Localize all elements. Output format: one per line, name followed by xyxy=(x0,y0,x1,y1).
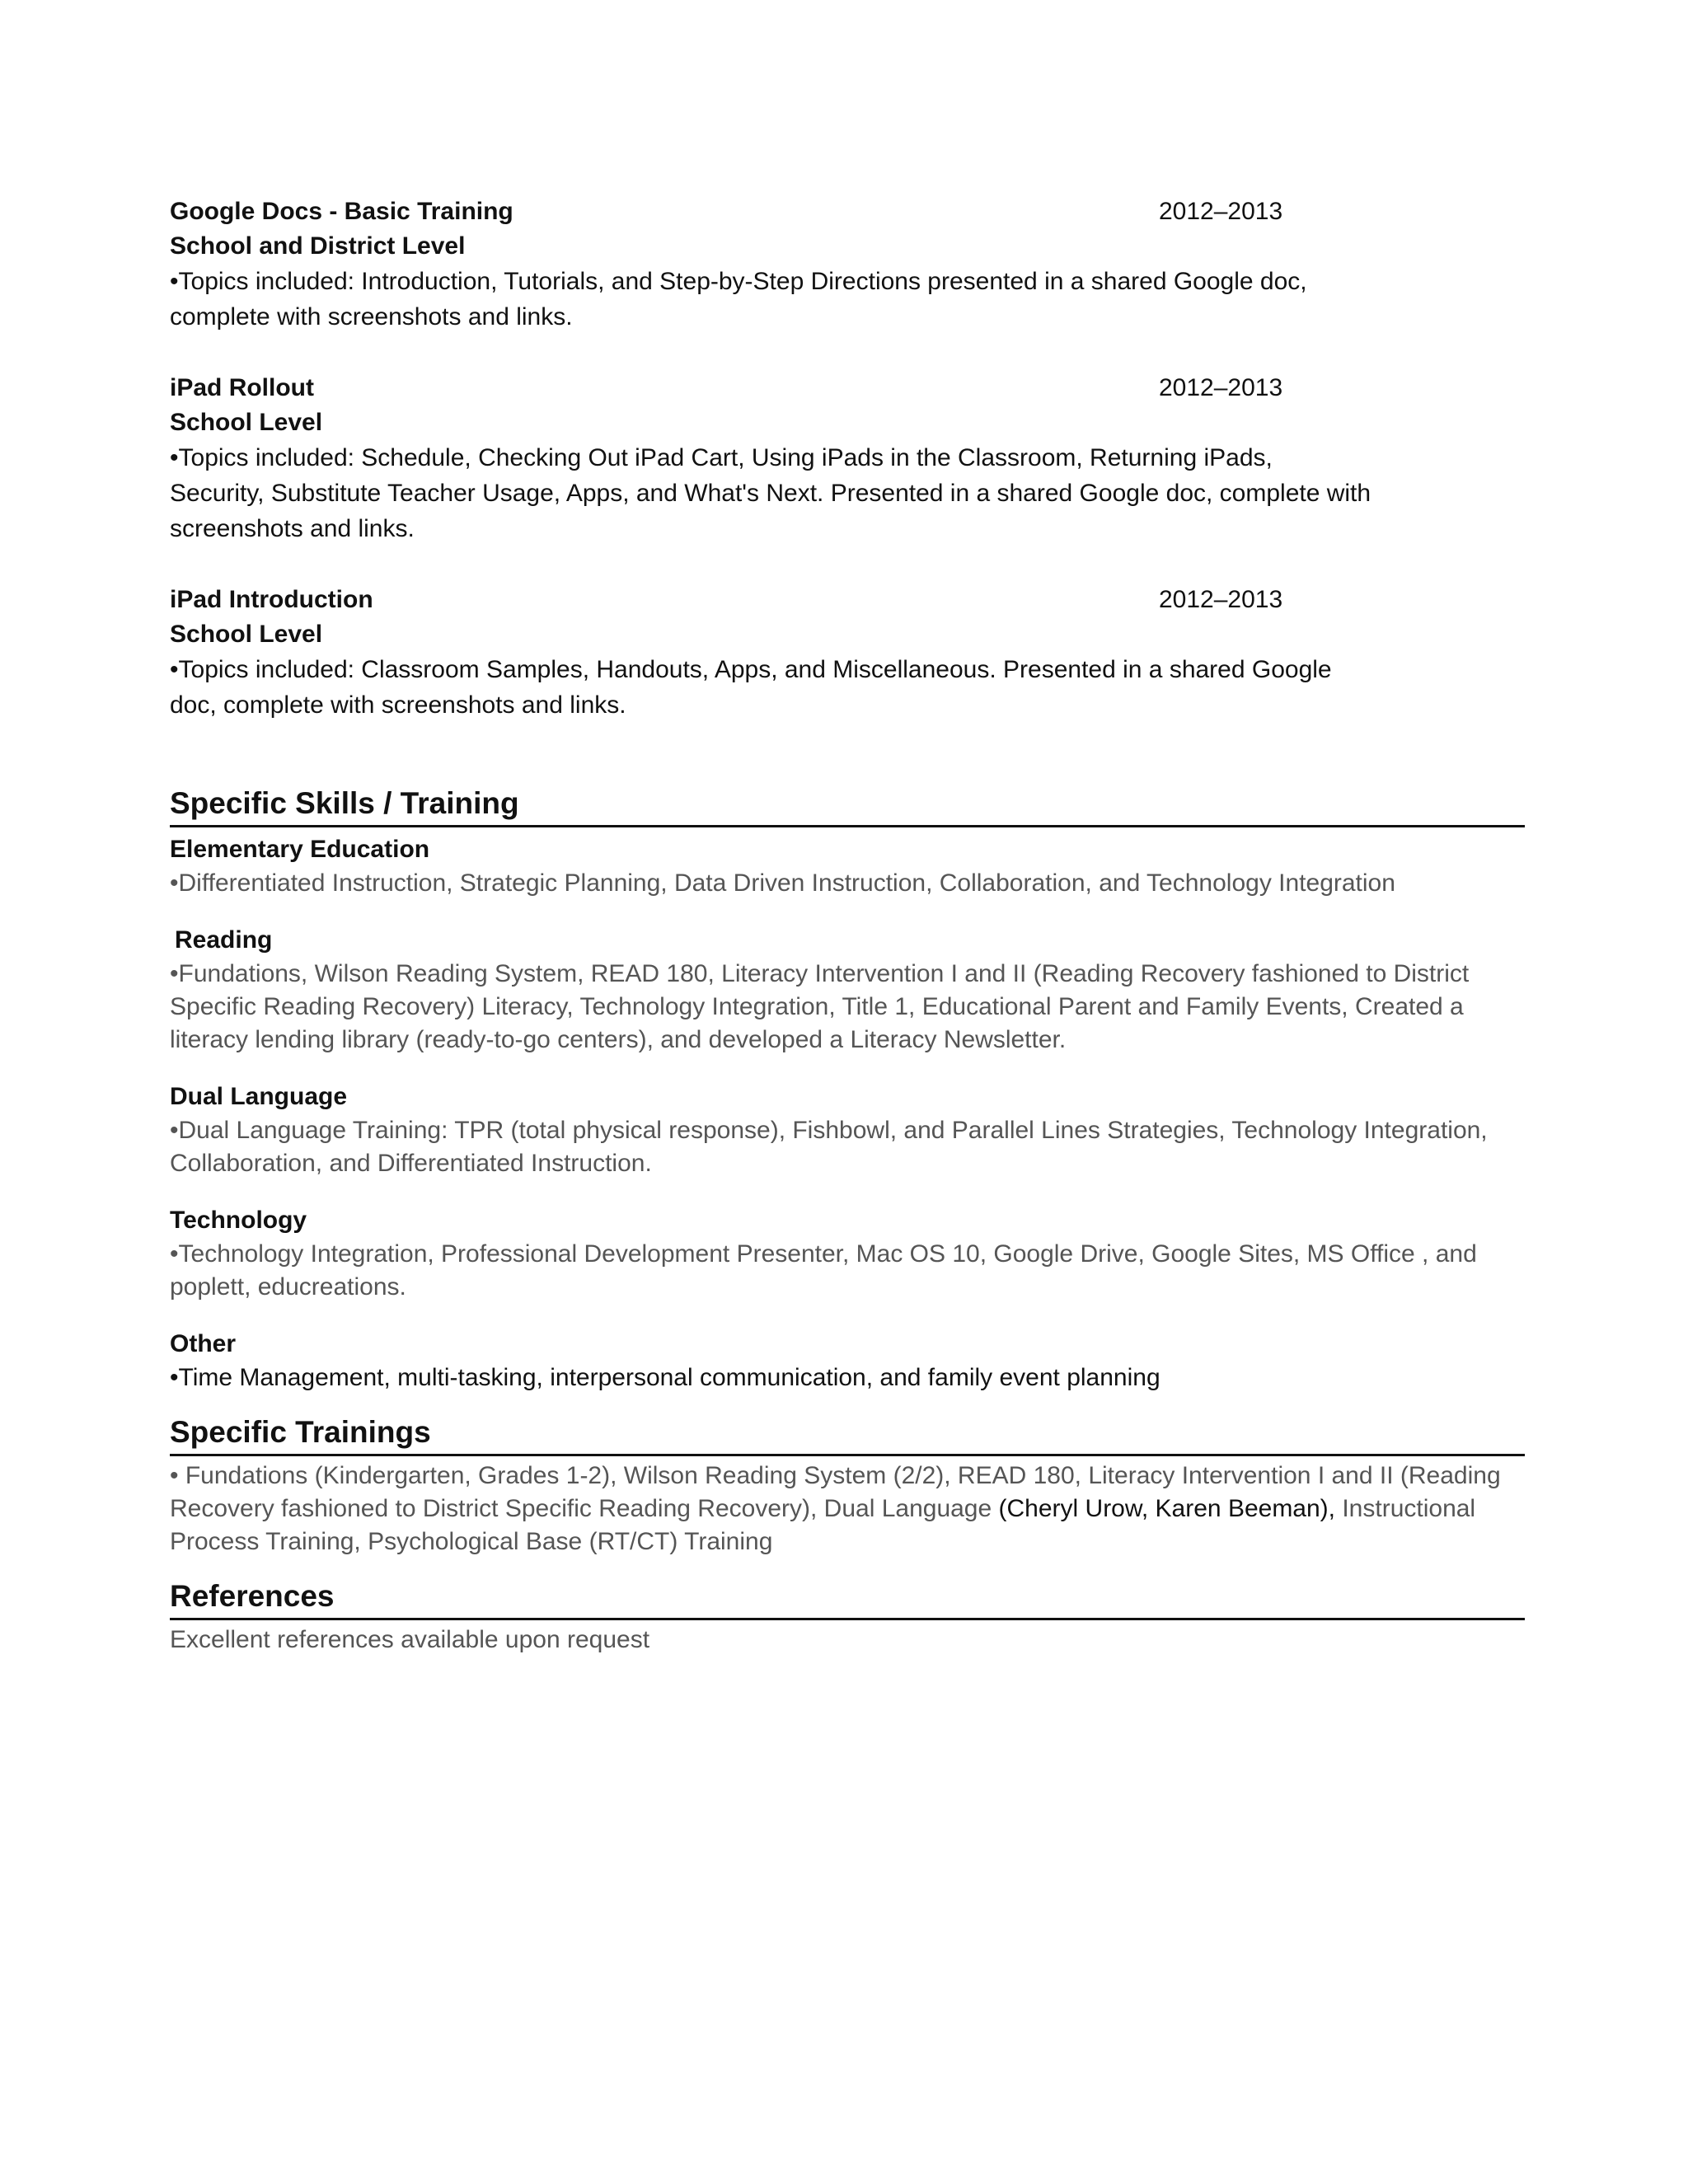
specific-trainings-section xyxy=(170,1413,1525,1558)
training-title: iPad Introduction xyxy=(170,586,373,613)
training-date: 2012–2013 xyxy=(1159,586,1283,613)
training-description: •Topics included: Schedule, Checking Out iPad Cart, Using iPads in the Classroom, Returning iPads, Security, Substitute Teacher Usage, Apps, and What's Next. Presented in a shared Google doc, complete with screenshots and links. xyxy=(170,444,1372,542)
training-description: •Topics included: Classroom Samples, Handouts, Apps, and Miscellaneous. Presented in a shared Google doc, complete with screenshots and links. xyxy=(170,656,1332,719)
skill-text: •Technology Integration, Professional Development Presenter, Mac OS 10, Google Drive, Google Sites, MS Office , and poplett, educreations. xyxy=(170,1240,1477,1301)
section-heading: Specific Skills / Training xyxy=(170,784,1525,827)
training-entry-header xyxy=(170,583,1373,617)
resume-content xyxy=(170,194,1525,1657)
skill-group-dual-language xyxy=(170,1080,1525,1180)
training-title: iPad Rollout xyxy=(170,374,314,401)
training-date: 2012–2013 xyxy=(1159,198,1283,225)
section-heading: Specific Trainings xyxy=(170,1413,1525,1456)
skill-title: Reading xyxy=(175,926,273,954)
spacer xyxy=(170,1057,1525,1075)
specific-trainings-text xyxy=(170,1460,1525,1558)
spacer xyxy=(170,1304,1525,1322)
specific-trainings-trainers: (Cheryl Urow, Karen Beeman), xyxy=(998,1495,1336,1522)
skill-title: Elementary Education xyxy=(170,836,430,863)
references-text: Excellent references available upon request xyxy=(170,1626,650,1653)
specific-trainings-text-part: • Fundations (Kindergarten, Grades 1-2), Wilson Reading System (2/2), READ 180, Literacy Intervention I and II (Reading Recovery fashioned to District Specific Reading Recovery), Dual Language xyxy=(170,1462,1501,1522)
skill-text: •Time Management, multi-tasking, interpersonal communication, and family event planning xyxy=(170,1364,1160,1391)
skill-text: •Fundations, Wilson Reading System, READ 180, Literacy Intervention I and II (Reading Recovery fashioned to District Specific Reading Recovery) Literacy, Technology Integration, Title 1, Educational Parent and Family Events, Created a literacy lending library (ready-to-go centers), and developed a Literacy Newsletter. xyxy=(170,960,1470,1053)
skill-group-reading xyxy=(170,923,1525,1057)
spacer xyxy=(170,900,1525,918)
section-heading: References xyxy=(170,1577,1525,1620)
skill-title: Dual Language xyxy=(170,1083,348,1110)
training-level: School and District Level xyxy=(170,232,466,260)
spacer xyxy=(170,1558,1525,1577)
training-entry xyxy=(170,194,1373,335)
skills-section xyxy=(170,784,1525,1394)
training-description: •Topics included: Introduction, Tutorials, and Step-by-Step Directions presented in a shared Google doc, complete with screenshots and links. xyxy=(170,268,1307,330)
training-entry xyxy=(170,371,1373,546)
spacer xyxy=(170,1180,1525,1198)
training-entry xyxy=(170,583,1373,723)
skill-group-technology xyxy=(170,1203,1525,1304)
skill-group-other xyxy=(170,1327,1525,1394)
references-section xyxy=(170,1577,1525,1657)
training-level: School Level xyxy=(170,409,323,436)
spacer xyxy=(170,1394,1525,1413)
skill-title: Technology xyxy=(170,1207,307,1234)
skill-text: •Differentiated Instruction, Strategic Planning, Data Driven Instruction, Collaboration, and Technology Integration xyxy=(170,869,1395,897)
training-entry-header xyxy=(170,371,1373,405)
training-entry-header xyxy=(170,194,1373,229)
skill-text: •Dual Language Training: TPR (total physical response), Fishbowl, and Parallel Lines Strategies, Technology Integration, Collaboration, and Differentiated Instruction. xyxy=(170,1117,1488,1177)
training-level: School Level xyxy=(170,621,323,648)
spacer xyxy=(170,759,1525,784)
training-title: Google Docs - Basic Training xyxy=(170,198,513,225)
skill-group-elementary xyxy=(170,832,1525,900)
specific-trainings-text-part: Instructional Process Training, Psychological Base (RT/CT) Training xyxy=(170,1495,1476,1555)
skill-title: Other xyxy=(170,1330,237,1357)
training-date: 2012–2013 xyxy=(1159,374,1283,401)
